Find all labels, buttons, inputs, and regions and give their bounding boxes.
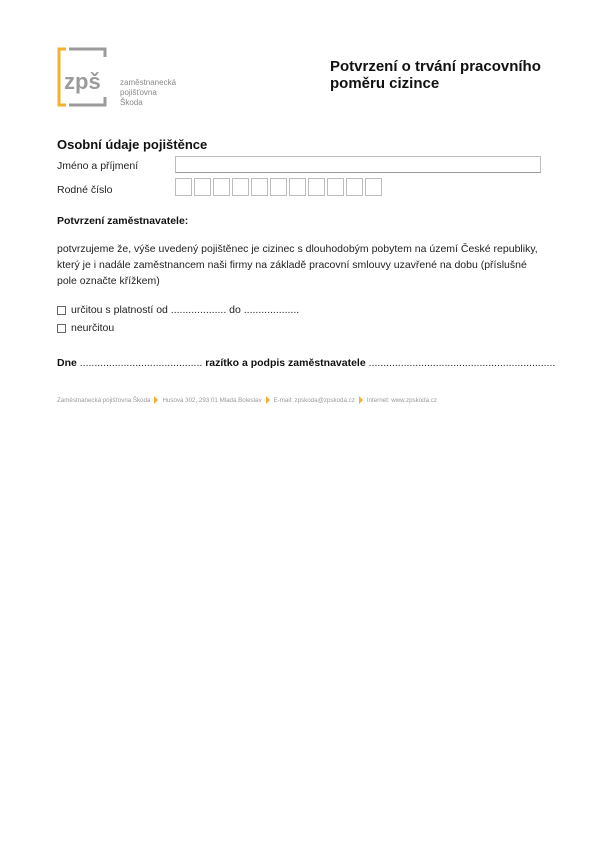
- birth-number-field: [175, 178, 384, 196]
- footer: [57, 396, 437, 404]
- footer-company: Zaměstnanecká pojišťovna Škoda: [57, 396, 151, 404]
- separator-arrow-icon: [359, 396, 363, 404]
- birth-number-digit-11[interactable]: [365, 178, 382, 196]
- birth-number-digit-2[interactable]: [194, 178, 211, 196]
- separator-arrow-icon: [266, 396, 270, 404]
- zps-logo: [57, 47, 107, 107]
- birth-number-digit-5[interactable]: [251, 178, 268, 196]
- fixed-term-label: určitou s platností od ................... do ...................: [71, 304, 300, 316]
- date-label: Dne: [57, 357, 77, 369]
- logo-line-2: pojišťovna: [120, 88, 157, 97]
- employer-confirmation-title: Potvrzení zaměstnavatele:: [57, 215, 189, 227]
- name-label: Jméno a příjmení: [57, 160, 139, 172]
- birth-number-digit-9[interactable]: [327, 178, 344, 196]
- signature-line: [57, 357, 556, 369]
- logo-line-3: Škoda: [120, 98, 143, 107]
- name-field[interactable]: [175, 156, 541, 173]
- fixed-term-checkbox[interactable]: [57, 306, 66, 315]
- birth-number-digit-3[interactable]: [213, 178, 230, 196]
- stamp-dots: ................................................................: [365, 357, 556, 369]
- birth-number-digit-6[interactable]: [270, 178, 287, 196]
- footer-address: Husova 302, 293 01 Mladá Boleslav: [162, 396, 262, 404]
- logo-mark: zpš: [64, 69, 101, 94]
- section-title: Osobní údaje pojištěnce: [57, 137, 208, 152]
- document-title: Potvrzení o trvání pracovního poměru cizince: [330, 58, 541, 92]
- option-indefinite: [57, 322, 114, 334]
- date-dots: ..........................................: [76, 357, 206, 369]
- logo-line-1: zaměstnanecká: [120, 78, 177, 87]
- birth-number-digit-7[interactable]: [289, 178, 306, 196]
- indefinite-checkbox[interactable]: [57, 324, 66, 333]
- birth-number-digit-1[interactable]: [175, 178, 192, 196]
- footer-email[interactable]: E-mail: zpskoda@zpskoda.cz: [273, 396, 355, 404]
- confirmation-paragraph: potvrzujeme že, výše uvedený pojištěnec je cizinec s dlouhodobým pobytem na území České republiky, který je i nadále zaměstnancem naši firmy na základě pracovní smlouvy uzavřené na dobu (příslušné pole označte křížkem): [57, 243, 538, 287]
- logo-text: [120, 78, 176, 108]
- birth-number-digit-10[interactable]: [346, 178, 363, 196]
- footer-web[interactable]: Internet: www.zpskoda.cz: [366, 396, 437, 404]
- birth-number-label: Rodné číslo: [57, 184, 113, 196]
- birth-number-digit-8[interactable]: [308, 178, 325, 196]
- option-fixed-term: [57, 304, 299, 316]
- stamp-label: razítko a podpis zaměstnavatele: [205, 357, 366, 369]
- indefinite-label: neurčitou: [71, 322, 115, 334]
- separator-arrow-icon: [154, 396, 158, 404]
- birth-number-digit-4[interactable]: [232, 178, 249, 196]
